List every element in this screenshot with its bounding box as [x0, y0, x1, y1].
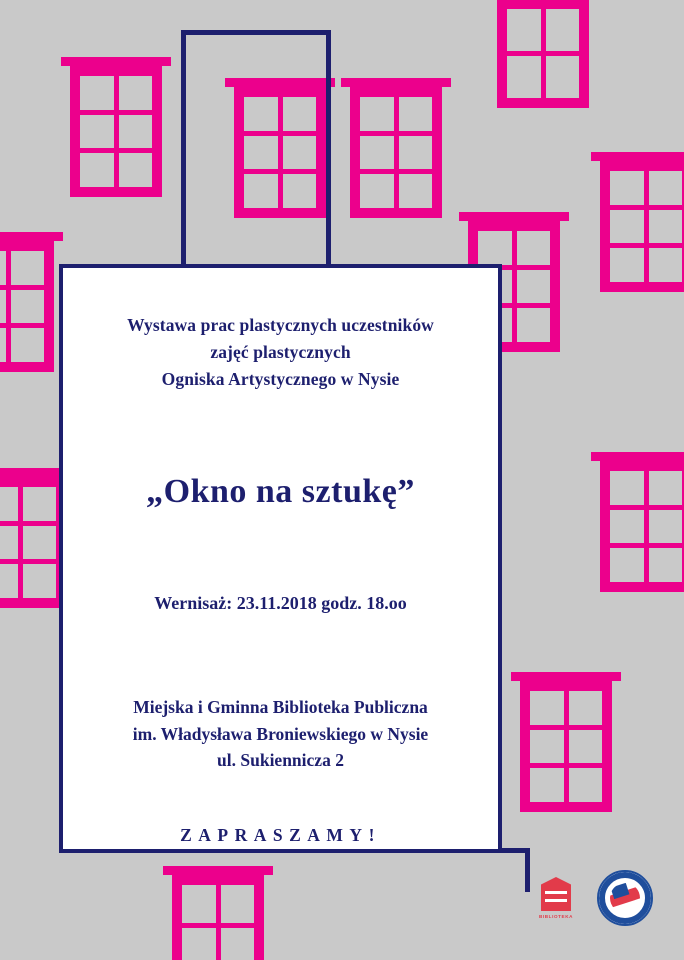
- window-pane: [517, 308, 551, 342]
- window-pane: [399, 136, 433, 170]
- window-pane: [649, 248, 683, 282]
- navy-accent-line-left: [181, 30, 186, 264]
- window-sill: [0, 232, 63, 241]
- window-pane: [610, 510, 644, 544]
- window-pane: [0, 328, 6, 362]
- window-sill: [225, 78, 335, 87]
- window-pane: [360, 174, 394, 208]
- window-pane: [119, 76, 153, 110]
- window-decoration: [172, 866, 264, 960]
- window-pane: [283, 136, 317, 170]
- window-pane: [610, 248, 644, 282]
- window-pane: [11, 328, 45, 362]
- window-frame: [172, 875, 264, 960]
- intro-line-2: zajęć plastycznych: [210, 342, 351, 363]
- window-sill: [341, 78, 451, 87]
- window-pane: [0, 251, 6, 285]
- window-decoration: [0, 232, 54, 372]
- window-pane: [0, 290, 6, 324]
- window-pane: [221, 928, 255, 960]
- window-pane: [517, 270, 551, 304]
- window-pane: [360, 97, 394, 131]
- window-pane: [283, 97, 317, 131]
- window-decoration: [600, 152, 684, 292]
- book-icon: [541, 877, 571, 911]
- window-frame: [350, 87, 442, 218]
- event-date: Wernisaż: 23.11.2018 godz. 18.oo: [154, 593, 407, 614]
- window-frame: [497, 0, 589, 108]
- window-sill: [459, 212, 569, 221]
- window-decoration: [497, 0, 589, 108]
- window-decoration: [234, 78, 326, 218]
- window-decoration: [600, 452, 684, 592]
- window-pane: [0, 487, 18, 521]
- window-pane: [244, 97, 278, 131]
- window-pane: [649, 210, 683, 244]
- window-sill: [511, 672, 621, 681]
- window-pane: [530, 768, 564, 802]
- window-pane: [507, 56, 541, 98]
- window-pane: [182, 928, 216, 960]
- navy-accent-line-right: [326, 30, 331, 264]
- window-pane: [610, 171, 644, 205]
- logo-emblem-icon: [610, 883, 640, 913]
- window-pane: [399, 174, 433, 208]
- ognisko-artystyczne-logo: [597, 870, 653, 926]
- venue-text: [63, 694, 498, 773]
- window-pane: [221, 885, 255, 923]
- intro-line-1: Wystawa prac plastycznych uczestników: [127, 315, 434, 335]
- biblioteka-logo: [533, 877, 579, 919]
- invitation-text: ZAPRASZAMY!: [180, 825, 381, 846]
- window-pane: [80, 76, 114, 110]
- window-pane: [478, 231, 512, 265]
- window-pane: [649, 471, 683, 505]
- window-pane: [610, 548, 644, 582]
- window-pane: [649, 548, 683, 582]
- window-sill: [61, 57, 171, 66]
- window-pane: [360, 136, 394, 170]
- navy-accent-line-bottom-right: [525, 848, 530, 892]
- window-pane: [23, 487, 57, 521]
- window-pane: [283, 174, 317, 208]
- window-pane: [11, 251, 45, 285]
- window-decoration: [0, 468, 66, 608]
- window-decoration: [70, 57, 162, 197]
- venue-line-3: ul. Sukiennicza 2: [217, 749, 344, 770]
- window-sill: [591, 452, 684, 461]
- window-pane: [546, 9, 580, 51]
- window-pane: [517, 231, 551, 265]
- window-pane: [507, 9, 541, 51]
- window-decoration: [350, 78, 442, 218]
- window-pane: [569, 691, 603, 725]
- window-frame: [600, 461, 684, 592]
- biblioteka-logo-caption: BIBLIOTEKA: [538, 914, 574, 919]
- window-pane: [610, 471, 644, 505]
- window-pane: [569, 768, 603, 802]
- window-pane: [80, 153, 114, 187]
- window-pane: [649, 510, 683, 544]
- venue-line-2: im. Władysława Broniewskiego w Nysie: [132, 723, 429, 744]
- window-pane: [23, 526, 57, 560]
- intro-text: [63, 312, 498, 393]
- window-pane: [569, 730, 603, 764]
- window-frame: [0, 241, 54, 372]
- window-pane: [610, 210, 644, 244]
- window-pane: [119, 115, 153, 149]
- window-decoration: [520, 672, 612, 812]
- window-pane: [530, 730, 564, 764]
- window-sill: [591, 152, 684, 161]
- poster-title: „Okno na sztukę”: [146, 473, 415, 511]
- venue-line-1: Miejska i Gminna Biblioteka Publiczna: [133, 697, 428, 718]
- window-frame: [0, 477, 66, 608]
- window-sill: [163, 866, 273, 875]
- window-pane: [530, 691, 564, 725]
- window-pane: [182, 885, 216, 923]
- window-pane: [11, 290, 45, 324]
- window-pane: [546, 56, 580, 98]
- logo-row: [533, 866, 663, 930]
- window-pane: [80, 115, 114, 149]
- intro-line-3: Ogniska Artystycznego w Nysie: [161, 369, 400, 390]
- window-pane: [0, 564, 18, 598]
- window-pane: [649, 171, 683, 205]
- window-pane: [399, 97, 433, 131]
- poster-card: [59, 264, 502, 853]
- window-frame: [234, 87, 326, 218]
- window-frame: [520, 681, 612, 812]
- window-pane: [244, 136, 278, 170]
- window-pane: [244, 174, 278, 208]
- window-pane: [119, 153, 153, 187]
- window-frame: [600, 161, 684, 292]
- window-pane: [23, 564, 57, 598]
- window-frame: [70, 66, 162, 197]
- navy-accent-line-top: [181, 30, 331, 35]
- window-pane: [0, 526, 18, 560]
